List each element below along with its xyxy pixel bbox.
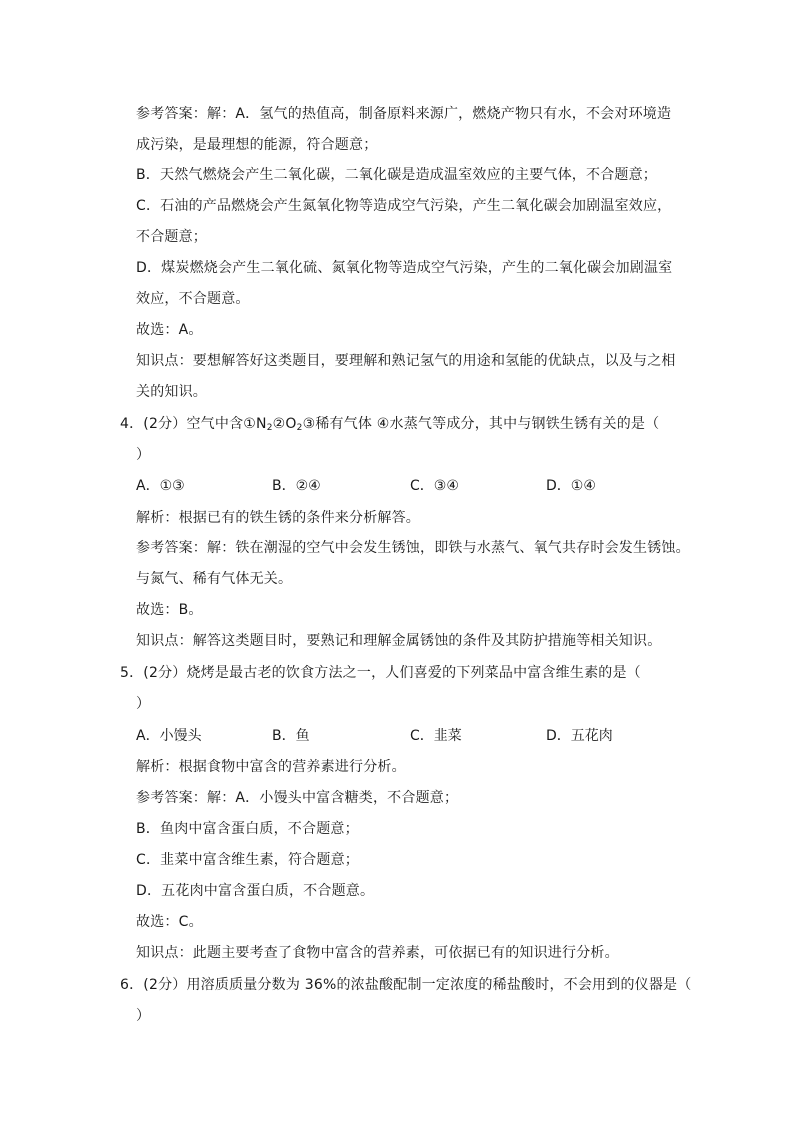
q3-option-d-explanation-line2: 效应，不合题意。 xyxy=(136,291,250,307)
q6-stem-line1: 6．(2分）用溶质质量分数为 36%的浓盐酸配制一定浓度的稀盐酸时，不会用到的仪器是（ xyxy=(120,977,692,993)
q3-answer-line2: 成污染，是最理想的能源，符合题意； xyxy=(136,137,378,153)
q4-option-b: B．②④ xyxy=(272,478,321,494)
q5-answer-option-d: D．五花肉中富含蛋白质，不合题意。 xyxy=(136,883,375,899)
q5-answer-option-b: B．鱼肉中富含蛋白质，不合题意； xyxy=(136,821,359,837)
q5-analysis: 解析：根据食物中富含的营养素进行分析。 xyxy=(136,759,406,775)
q3-answer-line1: 参考答案：解：A．氢气的热值高，制备原料来源广，燃烧产物只有水，不会对环境造 xyxy=(136,106,672,122)
q4-analysis: 解析：根据已有的铁生锈的条件来分析解答。 xyxy=(136,510,420,526)
q6-stem-line2: ） xyxy=(136,1008,151,1024)
q4-stem-line1: 4．(2分）空气中含$①N_2②O_2③$稀有气体 ④水蒸气等成分，其中与钢铁生锈有关的是（ xyxy=(120,416,660,433)
q4-knowledge: 知识点：解答这类题目时，要熟记和理解金属锈蚀的条件及其防护措施等相关知识。 xyxy=(136,633,662,649)
q5-knowledge: 知识点：此题主要考查了食物中富含的营养素，可依据已有的知识进行分析。 xyxy=(136,945,619,961)
q3-knowledge-line1: 知识点：要想解答好这类题目，要理解和熟记氢气的用途和氢能的优缺点，以及与之相 xyxy=(136,353,676,369)
q4-option-a: A．①③ xyxy=(136,478,185,494)
q5-stem-line2: ） xyxy=(136,696,151,712)
q5-answer-option-c: C．韭菜中富含维生素，符合题意； xyxy=(136,852,359,868)
q3-option-d-explanation-line1: D．煤炭燃烧会产生二氧化硫、氮氧化物等造成空气污染，产生的二氧化碳会加剧温室 xyxy=(136,260,673,276)
q5-option-d: D．五花肉 xyxy=(546,728,613,744)
q3-choice: 故选：A。 xyxy=(136,322,203,338)
q5-answer-option-a: 参考答案：解：A．小馒头中富含糖类，不合题意； xyxy=(136,790,459,806)
q5-option-c: C．韭菜 xyxy=(410,728,462,744)
q3-option-b-explanation: B．天然气燃烧会产生二氧化碳，二氧化碳是造成温室效应的主要气体，不合题意； xyxy=(136,167,658,183)
q5-stem-line1: 5．(2分）烧烤是最古老的饮食方法之一，人们喜爱的下列菜品中富含维生素的是（ xyxy=(120,665,641,681)
q4-answer-line2: 与氮气、稀有气体无关。 xyxy=(136,571,293,587)
q3-knowledge-line2: 关的知识。 xyxy=(136,384,207,400)
q4-stem-line2: ） xyxy=(136,447,151,463)
q4-option-c: C．③④ xyxy=(410,478,459,494)
q4-option-d: D．①④ xyxy=(546,478,596,494)
q5-option-b: B．鱼 xyxy=(272,728,310,744)
q5-option-a: A．小馒头 xyxy=(136,728,202,744)
q4-choice: 故选：B。 xyxy=(136,602,203,618)
q4-answer-line1: 参考答案：解：铁在潮湿的空气中会发生锈蚀，即铁与水蒸气、氧气共存时会发生锈蚀。 xyxy=(136,540,690,556)
q3-option-c-explanation-line2: 不合题意； xyxy=(136,229,207,245)
q3-option-c-explanation-line1: C．石油的产品燃烧会产生氮氧化物等造成空气污染，产生二氧化碳会加剧温室效应， xyxy=(136,198,672,214)
q5-choice: 故选：C。 xyxy=(136,914,203,930)
